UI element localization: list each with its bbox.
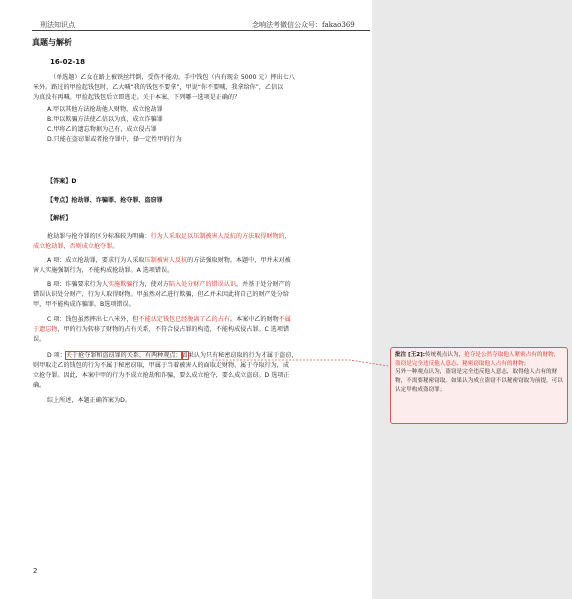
analysis-b-line-1: [47, 280, 291, 290]
analysis-intro-line-2: [33, 242, 118, 252]
c-line2: ，甲的行为转移了财物的占有关系，不符合侵占罪的构造，不能构成侵占罪。C 选项错: [57, 326, 290, 333]
comment-p1-plain: 传统观点认为，: [424, 352, 465, 358]
comment-paragraph-2: 另外一种观点认为，盗窃是完全违反他人意志，取得他人占有的财物，不需要秘密窃取。如果认为成立盗窃不以秘密窃取为前提，可以认定甲构成盗窃罪；: [395, 369, 563, 393]
c-red: 不能认定钱包已经脱离了乙的占有: [138, 316, 230, 323]
b-red-1: 实施欺骗: [107, 281, 133, 288]
b-red-2: 陷入处分财产的错误认识: [168, 281, 236, 288]
comment-p1-end: ；: [523, 360, 530, 367]
d-highlight-anchor-2[interactable]: 如: [181, 352, 188, 359]
question-line-3: 为真没有再喊。甲捡起钱包后立即逃走。关于本案，下列哪一选项是正确的？: [33, 94, 241, 101]
b-mid: 行为，使对方: [132, 281, 169, 288]
question-line-2: 米外。路过的甲捡起钱包时，乙大喊“我的钱包不要拿”，甲说“你不要喊，我拿给你”，乙信以: [33, 84, 284, 91]
option-c: C.甲将乙的遗忘物据为己有，成立侵占罪: [47, 126, 157, 133]
header-rule: [32, 30, 370, 31]
analysis-c-line-1: [47, 315, 291, 325]
analysis-d-line-2: 则甲取走乙的钱包的行为不属于秘密窃取，甲属于当着被害人的面取走财物，属于夺取行为，成: [33, 362, 289, 369]
option-d: D.只能在盗窃罪或者抢夺罪中，择一定性甲的行为: [47, 136, 182, 143]
analysis-b-line-2: 错误认识处分财产，行为人取得财物。甲虽然对乙进行欺骗，但乙并未因此将自己的财产处分给: [33, 291, 289, 298]
comment-balloon[interactable]: [390, 347, 568, 424]
points-line: 【考点】抢劫罪、诈骗罪、抢夺罪、盗窃罪: [47, 197, 163, 204]
intro-end: 。: [112, 243, 119, 250]
question-line-1: （单选题）乙女在路上被铁丝绊倒，受伤不能动，手中钱包（内有现金 5000 元）摔出七八: [50, 74, 295, 81]
comment-p1-red: 抢夺是公然夺取他人紧密占有的财物，盗窃是完全违反他人意志、秘密窃取他人占有的财物: [395, 352, 560, 367]
option-b: B.甲以欺骗方法使乙信以为真，成立诈骗罪: [47, 116, 163, 123]
analysis-c-line-3: 误。: [33, 336, 46, 343]
d-highlight-anchor[interactable]: 关于抢夺罪和盗窃罪的关系，有两种观点：: [65, 352, 182, 359]
answer-line: 【答案】D: [47, 178, 77, 185]
analysis-title: 【解析】: [47, 215, 72, 222]
analysis-conclusion: 综上所述，本题正确答案为D。: [47, 397, 131, 404]
analysis-d-line-4: 确。: [33, 382, 46, 389]
option-a: A.甲以其他方法抢劫他人财物，成立抢劫罪: [47, 106, 163, 113]
c-suffix: 。本案中乙的财物: [229, 316, 279, 323]
header-wechat: 念响法考微信公众号：fakao369: [252, 21, 355, 29]
intro-red: 行为人采取足以压制被害人反抗的方法取得财物的，: [150, 233, 291, 240]
d-prefix: D 项：: [47, 352, 66, 359]
comment-label: 批注 [王2]:: [395, 352, 425, 358]
analysis-a-line-2: 害人实施强制行为，不能构成抢劫罪。A 选项错误。: [33, 267, 174, 274]
c-line2-red: 于遗忘物: [33, 326, 58, 333]
analysis-d-line-3: 立抢夺罪。因此，本案中甲的行为不成立抢劫和诈骗，要么成立抢夺，要么成立盗窃。D 选项正: [33, 372, 290, 379]
c-prefix: C 项：钱包虽然摔出七八米外，但: [47, 316, 139, 323]
intro-red-2: 成立抢劫罪，否则成立抢夺罪: [33, 243, 113, 250]
a-red: 压制被害人反抗: [144, 257, 188, 264]
page-number: 2: [33, 567, 38, 575]
header-topic: 刑法知识点: [40, 21, 75, 29]
comment-paragraph-1: [395, 351, 563, 368]
analysis-b-line-3: 甲，甲不能构成诈骗罪。B选项错误。: [33, 301, 135, 308]
d-suffix: 果认为只有秘密窃取的行为才属于盗窃，: [187, 352, 298, 359]
analysis-intro-line-1: [47, 232, 291, 242]
intro-prefix: 抢劫罪与抢夺罪的区分标准较为明确：: [47, 233, 151, 240]
section-title: 真题与解析: [32, 38, 72, 47]
c-red-2: 不属: [278, 316, 291, 323]
a-suffix: 的方法强取财物。本题中，甲并未对被: [187, 257, 291, 264]
comment-margin-pane: [372, 0, 572, 599]
a-prefix: A 项：成立抢劫罪，要求行为人采取: [47, 257, 145, 264]
analysis-c-line-2: [33, 325, 289, 335]
question-id: 16-02-18: [50, 58, 86, 66]
b-prefix: B 项：诈骗要求行为人: [47, 281, 108, 288]
comment-connector-line: [210, 354, 390, 368]
b-suffix: ，并基于处分财产的: [235, 281, 291, 288]
analysis-a-line-1: [47, 256, 291, 266]
